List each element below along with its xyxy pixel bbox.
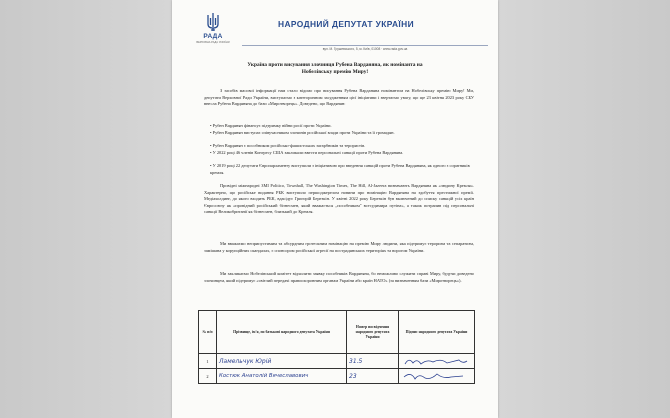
row-id: 31.5 [347,354,399,369]
paragraph-media-text: Провідні міжнародні ЗМІ Politico, Townhall, The Washington Times, The Hill, Al-Jazeera визначають Вардяняна як «людину Кремля». Характерно, що російське видання РБК виступило першоджерелом новини про номінацію Вардяняна на здобуття престижної премії. Медіахолдинг, до якого входить РБК, вдасідує Григорій Березкін. У квітні 2022 року Березкін був включений до списку санкцій усіх країн Євросоюзу як «провідний російський бізнесмен, який вважається „пособником" всесудимира путіна», а також потрапив під персональні санкції Великобританії як бізнесмен, близький до Кремля. [204,183,474,215]
paragraph-appeal [204,271,474,284]
header-id: Номер посвідчення народного депутата України [347,311,399,354]
letterhead [172,0,498,66]
signature-cell [399,354,475,369]
paragraph-media [204,183,474,216]
header-name: Прізвище, ім'я, по батькові народного депутата України [217,311,347,354]
table-row [199,354,475,369]
handwritten-signature [401,371,471,381]
bullet-1: • Рубен Вардянян фінансує підтримку війни росії проти України. [210,123,332,128]
signature-table [198,310,475,384]
paragraph-appeal-text: Ми закликаємо Нобелівський комітет відхилити заявку пособників Вардяняна, бо неможливо служити справі Миру, будучи доведено злочинцем, який підтримує «світлий передачі правоохоронним органам України або країн НАТО» (за визначенням бази «Миротворець»). [204,271,474,283]
background-left [0,0,172,418]
bullet-5: • У 2019 році 22 депутати Європарламенту виступили з ініціативою про введення санкцій проти Рубена Вардяняна, як одного з соратників кремля. [210,163,470,175]
handwritten-signature [401,356,471,366]
paragraph-condemn [204,241,474,254]
row-number: 1 [199,354,217,369]
paragraph-intro [204,88,474,108]
header-signature: Підпис народного депутата України [399,311,475,354]
letterhead-divider [242,45,488,46]
paragraph-intro-text: З засобів масової інформації нам стало відомо про висування Рубена Варданяна номінантом на Нобелівську премію Миру! Ми, депутати Верховної Ради України, виступаємо з категоричним засудженням цієї ініціативи і звертаємо увагу, що ще 23 квітня 2023 року СБУ внесла Рубена Вардяняна до бази «Миротворець». Доведено, що Вардянян: [204,88,474,107]
table-row [199,369,475,384]
logo-subtext: ВЕРХОВНА РАДА УКРАЇНИ [196,41,230,44]
title-line-1: Україна проти висування злочинця Рубена Варданяна, як номінанта на [247,62,423,68]
paragraph-condemn-text: Ми вважаємо неприпустимим та абсурдним гротескним номінацію на премію Миру людини, яка підтримує тероризм та сепаратизм, замішана у корупційних скандалах, є спонсором російської агресії на пострадянських територіях та ворогом України. [204,241,474,253]
row-name: Костюк Анатолій Вячеславович [217,369,347,384]
letterhead-title: НАРОДНИЙ ДЕПУТАТ УКРАЇНИ [278,19,414,29]
bullet-4: • У 2022 році 46 членів Конгресу США закликали ввести персональні санкції проти Рубена Вардяняна. [210,150,404,155]
bullet-2: • Рубен Вардянян виступає співучасником злочинів російської влади проти України та її громадян. [210,130,395,135]
logo-text: РАДА [203,33,223,40]
bullet-3: • Рубен Вардянян є пособником російсько-фашистських загарбників та терористів. [210,143,366,148]
header-number: № п/п [199,311,217,354]
row-number: 2 [199,369,217,384]
trident-icon [206,12,220,32]
signature-cell [399,369,475,384]
row-name: Ламельчук Юрій [217,354,347,369]
background-right [498,0,670,418]
table-header-row [199,311,475,354]
document-page [172,0,498,418]
letterhead-address: вул. М. Грушевського, 5, м. Київ, 01008 · www.rada.gov.ua [322,47,408,51]
document-title [210,62,460,77]
row-id: 23 [347,369,399,384]
title-line-2: Нобелівську премію Миру! [301,69,369,76]
